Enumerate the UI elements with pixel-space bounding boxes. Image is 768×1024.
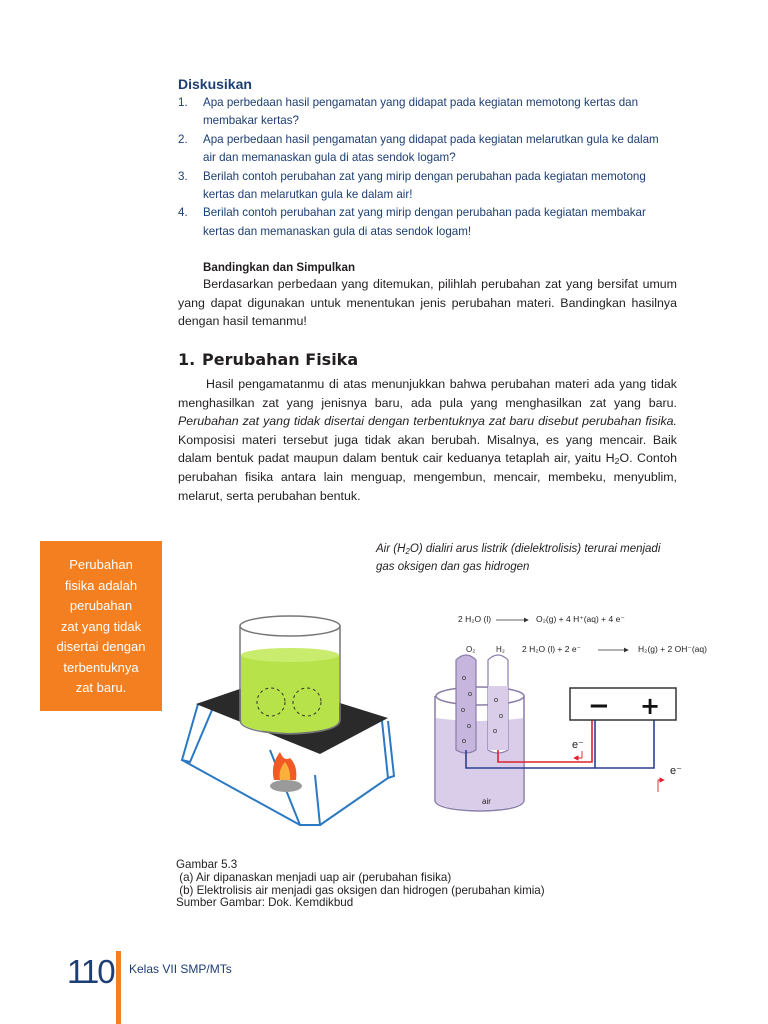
equation-reduction-left: 2 H₂O (l) + 2 e⁻ xyxy=(522,644,582,654)
definition-sidebox xyxy=(40,541,162,711)
book-title: Kelas VII SMP/MTs xyxy=(129,962,232,976)
tube-label-h2: H₂ xyxy=(496,645,505,654)
question-item xyxy=(178,204,678,241)
sidebox-line: disertai dengan xyxy=(56,639,146,654)
caption-line: (a) Air dipanaskan menjadi uap air (perubahan fisika) xyxy=(176,870,452,884)
plus-terminal-icon: + xyxy=(640,692,661,720)
stand-leg xyxy=(182,704,212,762)
caption-line: Gambar 5.3 xyxy=(176,858,238,871)
compare-heading: Bandingkan dan Simpulkan xyxy=(203,261,356,274)
sidebox-line: fisika adalah xyxy=(64,577,138,593)
page-number: 110 xyxy=(67,953,114,990)
paragraph-text: O. Contoh perubahan fisika antara lain menguap, mengembun, mencair, membeku, menyublim, melarut, serta perubahan bentuk. xyxy=(178,451,678,503)
water-label: air xyxy=(482,797,491,806)
equation-oxidation-right: O₂(g) + 4 H⁺(aq) + 4 e⁻ xyxy=(536,614,625,624)
equation-oxidation-left: 2 H₂O (l) xyxy=(458,614,492,624)
sidebox-line: perubahan xyxy=(69,598,133,613)
electron-label: e⁻ xyxy=(670,765,682,777)
question-number: 1. xyxy=(178,96,188,109)
water xyxy=(436,718,523,810)
paragraph-text: Hasil pengamatanmu di atas menunjukkan bahwa perubahan materi ada yang tidak menghasilkan zat yang jenisnya baru, ada pula yang menghasilkan zat yang baru. xyxy=(178,377,677,410)
paragraph-text: Komposisi materi tersebut juga tidak akan berubah. Misalnya, es yang mencair. Baik dalam bentuk padat maupun dalam bentuk cair keduanya tetaplah air, yaitu H xyxy=(178,432,677,466)
heating-setup xyxy=(182,616,394,825)
question-text: Apa perbedaan hasil pengamatan yang didapat pada kegiatan melarutkan gula ke dalam xyxy=(203,132,659,146)
question-item xyxy=(178,131,678,168)
question-text: membakar kertas? xyxy=(203,114,300,128)
minus-terminal-icon: − xyxy=(588,691,610,721)
beaker-liquid xyxy=(241,655,339,733)
caption-line: (b) Elektrolisis air menjadi gas oksigen dan hidrogen (perubahan kimia) xyxy=(176,883,545,897)
tube-label-o2: O₂ xyxy=(466,645,476,654)
caption-line: gas oksigen dan gas hidrogen xyxy=(376,560,530,573)
question-text: Apa perbedaan hasil pengamatan yang didapat pada kegiatan memotong kertas dan xyxy=(203,96,639,109)
burner xyxy=(270,780,302,792)
section-title xyxy=(178,350,358,369)
sidebox-line: Perubahan xyxy=(69,557,133,572)
electrolysis-setup xyxy=(435,614,707,811)
section-number: 1. xyxy=(178,350,196,369)
discussion-title: Diskusikan xyxy=(178,76,252,92)
question-item xyxy=(178,168,678,205)
question-text: Berilah contoh perubahan zat yang mirip dengan perubahan pada kegiatan memotong xyxy=(203,169,646,183)
caption-line: Air $(H_2O)$ dialiri arus listrik (dielektrolisis) terurai menjadi xyxy=(376,543,661,556)
question-text: Berilah contoh perubahan zat yang mirip dengan perubahan pada kegiatan membakar xyxy=(203,206,646,220)
definition-text: Perubahan zat yang tidak disertai dengan terbentuknya zat baru disebut perubahan fisika. xyxy=(178,414,677,429)
equation-reduction-right: H₂(g) + 2 OH⁻(aq) xyxy=(638,644,707,654)
sidebox-line: terbentuknya xyxy=(63,659,139,675)
discussion-question-list xyxy=(178,94,678,241)
figure-caption xyxy=(176,859,545,910)
question-text: air dan memanaskan gula di atas sendok logam? xyxy=(203,151,456,165)
question-item xyxy=(178,94,678,131)
question-text: kertas dan memanaskan gula di atas sendok logam! xyxy=(203,224,472,238)
sidebox-line: zat yang tidak xyxy=(60,618,142,634)
question-number: 2. xyxy=(178,132,188,146)
section-title-text: Perubahan Fisika xyxy=(202,350,359,369)
question-number: 4. xyxy=(178,206,188,220)
caption-line: Sumber Gambar: Dok. Kemdikbud xyxy=(176,896,354,910)
compare-paragraph: Berdasarkan perbedaan yang ditemukan, pilihlah perubahan zat yang bersifat umum yang dapat digunakan untuk menentukan jenis perubahan materi. Bandingkan hasilnya dengan hasil temanmu! xyxy=(178,277,677,329)
question-text: kertas dan melarutkan gula ke dalam air! xyxy=(203,188,413,202)
figure-illustration xyxy=(170,600,715,840)
stand-leg xyxy=(382,721,394,778)
electrolysis-caption xyxy=(376,541,716,576)
footer-divider xyxy=(116,951,121,1024)
question-number: 3. xyxy=(178,169,188,183)
electron-label: e⁻ xyxy=(572,739,584,751)
sidebox-line: zat baru. xyxy=(75,680,127,695)
subscript: 2 xyxy=(614,456,620,467)
section-paragraph xyxy=(178,375,677,505)
test-tube-o2 xyxy=(456,655,476,753)
